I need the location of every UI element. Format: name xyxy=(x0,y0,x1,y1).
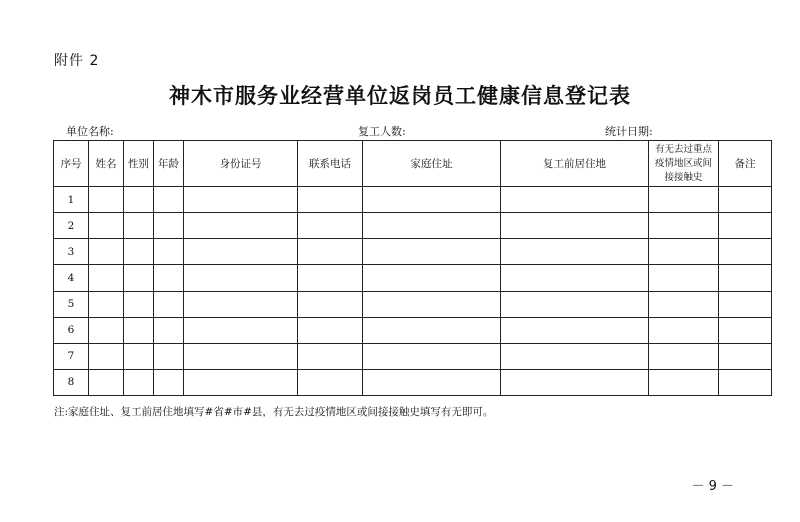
return-workers-label: 复工人数: xyxy=(358,125,406,138)
registration-table xyxy=(53,140,772,396)
name-cell[interactable] xyxy=(89,239,124,265)
remarks-cell[interactable] xyxy=(719,187,772,213)
home-address-cell[interactable] xyxy=(363,369,501,395)
residence-cell[interactable] xyxy=(501,239,649,265)
row-number-cell: 2 xyxy=(54,213,89,239)
age-cell[interactable] xyxy=(154,343,184,369)
residence-cell[interactable] xyxy=(501,317,649,343)
age-cell[interactable] xyxy=(154,317,184,343)
age-cell[interactable] xyxy=(154,369,184,395)
phone-cell[interactable] xyxy=(298,239,363,265)
phone-cell[interactable] xyxy=(298,369,363,395)
phone-cell[interactable] xyxy=(298,317,363,343)
row-number-cell: 6 xyxy=(54,317,89,343)
remarks-cell[interactable] xyxy=(719,369,772,395)
gender-cell[interactable] xyxy=(124,291,154,317)
gender-cell[interactable] xyxy=(124,187,154,213)
contact-history-cell[interactable] xyxy=(649,239,719,265)
residence-cell[interactable] xyxy=(501,343,649,369)
home-address-cell[interactable] xyxy=(363,213,501,239)
gender-cell[interactable] xyxy=(124,369,154,395)
phone-cell[interactable] xyxy=(298,213,363,239)
gender-cell[interactable] xyxy=(124,265,154,291)
gender-cell[interactable] xyxy=(124,317,154,343)
phone-cell[interactable] xyxy=(298,291,363,317)
table-row xyxy=(54,265,772,291)
table-row xyxy=(54,317,772,343)
residence-cell[interactable] xyxy=(501,291,649,317)
col-header-name: 姓名 xyxy=(89,141,124,187)
name-cell[interactable] xyxy=(89,265,124,291)
col-header-home-address: 家庭住址 xyxy=(363,141,501,187)
table-row xyxy=(54,187,772,213)
col-header-residence: 复工前居住地 xyxy=(501,141,649,187)
home-address-cell[interactable] xyxy=(363,343,501,369)
stat-date-label: 统计日期: xyxy=(605,125,653,138)
id-number-cell[interactable] xyxy=(184,291,298,317)
name-cell[interactable] xyxy=(89,317,124,343)
contact-history-cell[interactable] xyxy=(649,369,719,395)
name-cell[interactable] xyxy=(89,291,124,317)
table-row xyxy=(54,291,772,317)
remarks-cell[interactable] xyxy=(719,213,772,239)
contact-history-cell[interactable] xyxy=(649,317,719,343)
row-number-cell: 7 xyxy=(54,343,89,369)
return-workers-field xyxy=(358,123,446,139)
col-header-gender: 性别 xyxy=(124,141,154,187)
remarks-cell[interactable] xyxy=(719,265,772,291)
residence-cell[interactable] xyxy=(501,369,649,395)
col-header-age: 年龄 xyxy=(154,141,184,187)
id-number-cell[interactable] xyxy=(184,239,298,265)
id-number-cell[interactable] xyxy=(184,187,298,213)
row-number-cell: 1 xyxy=(54,187,89,213)
table-row xyxy=(54,343,772,369)
id-number-cell[interactable] xyxy=(184,317,298,343)
id-number-cell[interactable] xyxy=(184,265,298,291)
row-number-cell: 5 xyxy=(54,291,89,317)
phone-cell[interactable] xyxy=(298,265,363,291)
col-header-phone: 联系电话 xyxy=(298,141,363,187)
contact-history-cell[interactable] xyxy=(649,291,719,317)
unit-name-label: 单位名称: xyxy=(66,125,114,138)
residence-cell[interactable] xyxy=(501,265,649,291)
contact-history-cell[interactable] xyxy=(649,213,719,239)
row-number-cell: 4 xyxy=(54,265,89,291)
table-header-row xyxy=(54,141,772,187)
footnote: 注:家庭住址、复工前居住地填写#省#市#县，有无去过疫情地区或间接接触史填写有无即可。 xyxy=(54,406,494,418)
name-cell[interactable] xyxy=(89,369,124,395)
age-cell[interactable] xyxy=(154,239,184,265)
remarks-cell[interactable] xyxy=(719,343,772,369)
contact-history-cell[interactable] xyxy=(649,343,719,369)
row-number-cell: 8 xyxy=(54,369,89,395)
id-number-cell[interactable] xyxy=(184,213,298,239)
gender-cell[interactable] xyxy=(124,343,154,369)
age-cell[interactable] xyxy=(154,265,184,291)
stat-date-field xyxy=(605,123,693,139)
gender-cell[interactable] xyxy=(124,213,154,239)
name-cell[interactable] xyxy=(89,187,124,213)
residence-cell[interactable] xyxy=(501,213,649,239)
home-address-cell[interactable] xyxy=(363,265,501,291)
page-title: 神木市服务业经营单位返岗员工健康信息登记表 xyxy=(169,83,631,108)
attachment-label: 附件 2 xyxy=(54,53,100,69)
name-cell[interactable] xyxy=(89,343,124,369)
table-row xyxy=(54,369,772,395)
home-address-cell[interactable] xyxy=(363,239,501,265)
id-number-cell[interactable] xyxy=(184,369,298,395)
gender-cell[interactable] xyxy=(124,239,154,265)
col-header-id-number: 身份证号 xyxy=(184,141,298,187)
residence-cell[interactable] xyxy=(501,187,649,213)
phone-cell[interactable] xyxy=(298,187,363,213)
phone-cell[interactable] xyxy=(298,343,363,369)
col-header-contact-history: 有无去过重点疫情地区或间接接触史 xyxy=(649,141,719,187)
table-row xyxy=(54,213,772,239)
page-number: － 9 － xyxy=(691,479,734,494)
remarks-cell[interactable] xyxy=(719,239,772,265)
name-cell[interactable] xyxy=(89,213,124,239)
home-address-cell[interactable] xyxy=(363,317,501,343)
table-row xyxy=(54,239,772,265)
id-number-cell[interactable] xyxy=(184,343,298,369)
contact-history-cell[interactable] xyxy=(649,187,719,213)
col-header-remarks: 备注 xyxy=(719,141,772,187)
unit-name-field xyxy=(66,123,154,139)
age-cell[interactable] xyxy=(154,213,184,239)
home-address-cell[interactable] xyxy=(363,187,501,213)
row-number-cell: 3 xyxy=(54,239,89,265)
contact-history-cell[interactable] xyxy=(649,265,719,291)
home-address-cell[interactable] xyxy=(363,291,501,317)
age-cell[interactable] xyxy=(154,291,184,317)
age-cell[interactable] xyxy=(154,187,184,213)
remarks-cell[interactable] xyxy=(719,317,772,343)
remarks-cell[interactable] xyxy=(719,291,772,317)
table-body xyxy=(54,187,772,396)
col-header-no: 序号 xyxy=(54,141,89,187)
